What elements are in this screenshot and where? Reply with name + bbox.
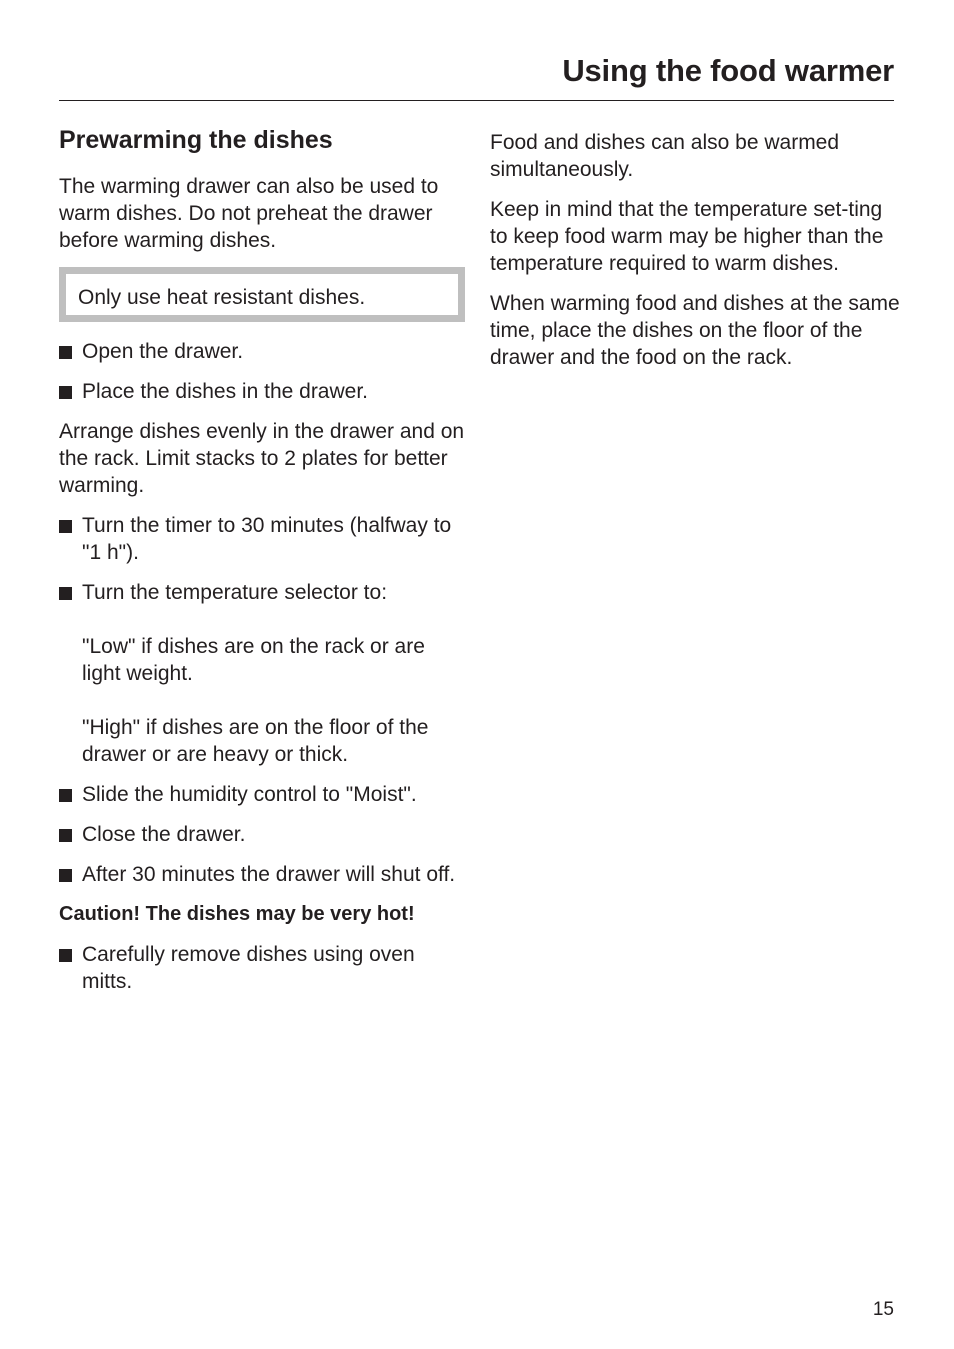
bullet-square-icon [59,789,72,802]
step-subtext-high: "High" if dishes are on the floor of the drawer or are heavy or thick. [82,716,429,766]
bullet-square-icon [59,949,72,962]
note-text: Only use heat resistant dishes. [78,286,366,309]
step-subtext-low: "Low" if dishes are on the rack or are light weight. [82,635,425,685]
page-title: Using the food warmer [562,53,894,88]
right-paragraph-1: Food and dishes can also be warmed simultaneously. [490,131,840,181]
bullet-square-icon [59,587,72,600]
note-box [59,267,465,322]
bullet-square-icon [59,346,72,359]
list-item [59,781,465,808]
intro-paragraph: The warming drawer can also be used to warm dishes. Do not preheat the drawer before warming dishes. [59,175,439,252]
step-text: Turn the timer to 30 minutes (halfway to "1 h"). [82,514,452,564]
step-text: Turn the temperature selector to: [82,581,388,604]
bullet-square-icon [59,386,72,399]
page-number: 15 [872,1299,894,1320]
bullet-square-icon [59,869,72,882]
list-item [59,821,465,848]
left-column [59,124,465,1008]
bullet-square-icon [59,829,72,842]
list-item [59,579,465,768]
list-item [59,378,465,405]
caution-text: Caution! The dishes may be very hot! [59,903,415,925]
list-item [59,512,465,566]
step-text: Slide the humidity control to "Moist". [82,783,417,806]
step-text: Carefully remove dishes using oven mitts. [82,943,415,993]
right-column [490,129,900,384]
step-text: After 30 minutes the drawer will shut off. [82,863,456,886]
step-text: Open the drawer. [82,340,244,363]
bullet-square-icon [59,520,72,533]
step-text: Close the drawer. [82,823,246,846]
list-item [59,941,465,995]
step-text: Place the dishes in the drawer. [82,380,369,403]
right-paragraph-2: Keep in mind that the temperature set-ting to keep food warm may be higher than the temperature required to warm dishes. [490,198,884,275]
section-heading: Prewarming the dishes [59,126,333,154]
list-item [59,338,465,365]
header-rule [59,100,894,101]
right-paragraph-3: When warming food and dishes at the same time, place the dishes on the floor of the drawer and the food on the rack. [490,292,900,369]
arrange-paragraph: Arrange dishes evenly in the drawer and on the rack. Limit stacks to 2 plates for better warming. [59,420,465,497]
list-item [59,861,465,888]
